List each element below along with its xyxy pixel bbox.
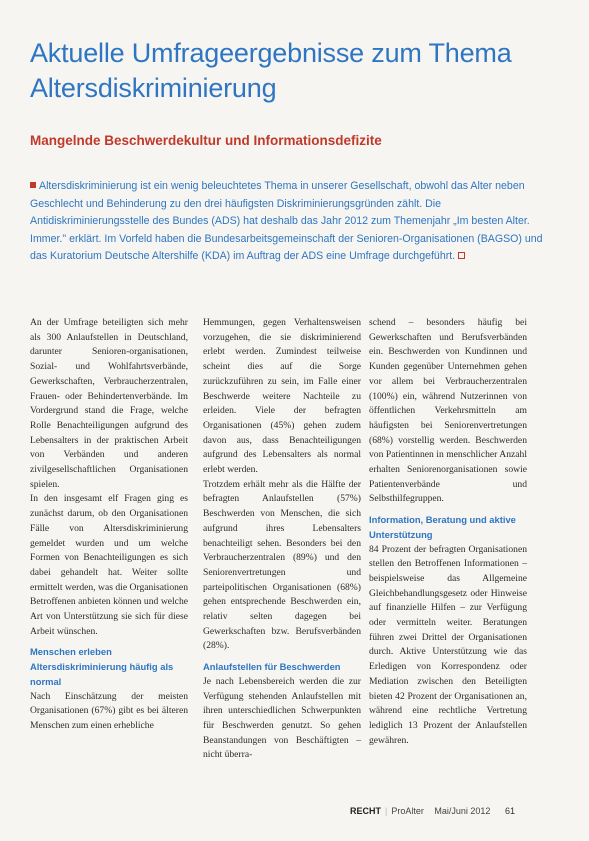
end-square-icon — [458, 252, 465, 259]
section-heading: Information, Beratung und aktive Unterstützung — [369, 514, 516, 540]
bullet-square-icon — [30, 182, 36, 188]
page-number: 61 — [504, 806, 515, 816]
page-footer — [350, 806, 560, 816]
paragraph: Je nach Lebensbereich werden die zur Verfügung stehenden Anlaufstellen mit ihren unterschiedlichen Schwerpunkten für Beschwerden genutzt. So gehen Beanstandungen von Beschäftigten – nicht überra- — [203, 675, 361, 761]
footer-magazine: ProAlter — [391, 806, 424, 816]
paragraph: schend – besonders häufig bei Gewerkschaften und Berufsverbänden ein. Beschwerden von Kundinnen und Kunden gegenüber Unternehmen gehen vor allem bei Verbraucherzentralen (100%) ein, während Nutzerinnen von öffentlichen Verkehrsmitteln am häufigsten bei Seniorenvertretungen (68%) vorstellig werden. Beschwerden von Patientinnen in menschlicher Anzahl erhalten Seniorenorganisationen sowie Patientenverbände und Selbsthilfegruppen. — [369, 317, 527, 505]
paragraph: In den insgesamt elf Fragen ging es zunächst darum, ob den Organisationen Fälle von Altersdiskriminierung gemeldet wurden und um welche Formen von Benachteiligungen es sich dabei gehandelt hat. Weiter sollte ermittelt werden, was die Organisationen Betroffenen anbieten können und welche Art von Unterstützung sie sich für diese Arbeit wünschen. — [30, 493, 188, 637]
paragraph: 84 Prozent der befragten Organisationen stellen den Betroffenen Informationen – beispielsweise das Allgemeine Gleichbehandlungsgesetz oder Hinweise auf finanzielle Hilfen – zur Verfügung oder vermitteln weiter. Beratungen führen zwei Drittel der Organisationen durch. Aktive Unterstützung wie das Erledigen von Korrespondenz oder Mediation zwischen den Beteiligten bieten 42 Prozent der Organisationen an, während eine rechtliche Vertretung lediglich 13 Prozent der Anlaufstellen gewähren. — [369, 543, 527, 746]
paragraph: Nach Einschätzung der meisten Organisationen (67%) gibt es bei älteren Menschen zum einen erhebliche — [30, 690, 188, 731]
section-heading: Anlaufstellen für Beschwerden — [203, 661, 341, 673]
paragraph: Trotzdem erhält mehr als die Hälfte der befragten Anlaufstellen (57%) Beschwerden von Menschen, die sich aufgrund ihres Lebensalters benachteiligt sehen. Besonders bei den Verbraucherzentralen (89%) und den Seniorenvertretungen und parteipolitischen Organisationen (68%) gehen entsprechende Beschwerden ein, relativ selten dagegen bei Gewerkschaften bzw. Berufsverbänden (28%). — [203, 478, 361, 652]
article-intro — [30, 178, 558, 266]
intro-text: Altersdiskriminierung ist ein wenig beleuchtetes Thema in unserer Gesellschaft, obwohl das Alter neben Geschlecht und Behinderung zu den drei häufigsten Diskriminierungsgründen zählt. Die Antidiskriminierungsstelle des Bundes (ADS) hat deshalb das Jahr 2012 zum Themenjahr „Im besten Alter. Immer." erklärt. Im Vorfeld haben die Bundesarbeitsgemeinschaft der Senioren-Organisationen (BAGSO) und das Kuratorium Deutsche Altershilfe (KDA) im Auftrag der ADS eine Umfrage durchgeführt. — [30, 180, 543, 263]
text-column-3 — [369, 316, 527, 748]
text-column-1 — [30, 316, 188, 734]
text-column-2 — [203, 316, 361, 763]
footer-section: RECHT — [350, 806, 381, 816]
article-title: Aktuelle Umfrageergebnisse zum Thema Altersdiskriminierung — [30, 38, 512, 103]
section-heading: Menschen erleben Altersdiskriminierung häufig als normal — [30, 646, 174, 687]
footer-divider: | — [385, 806, 388, 816]
footer-issue: Mai/Juni 2012 — [434, 806, 491, 816]
paragraph: Hemmungen, gegen Verhaltensweisen vorzugehen, die sie diskriminierend erlebt werden. Zumindest teilweise scheint dies auf die Sorge zurückzuführen zu sein, im Falle einer Beschwerde weitere Nachteile zu erleiden. Viele der befragten Organisationen (45%) gehen zudem davon aus, dass Benachteiligungen aufgrund des Lebensalters als normal erlebt werden. — [203, 317, 361, 476]
paragraph: An der Umfrage beteiligten sich mehr als 300 Anlaufstellen in Deutschland, darunter Senioren-organisationen, Sozial- und Wohlfahrtsverbände, Gewerkschaften, Verbraucherzentralen, Frauen- oder Behindertenverbände. Im Vordergrund stand die Frage, welche Rolle Benachteiligungen aufgrund des Lebensalters in der praktischen Arbeit von Verbänden und anderen zivilgesellschaftlichen Organisationen spielen. — [30, 317, 188, 490]
article-subtitle: Mangelnde Beschwerdekultur und Informationsdefizite — [30, 133, 382, 148]
